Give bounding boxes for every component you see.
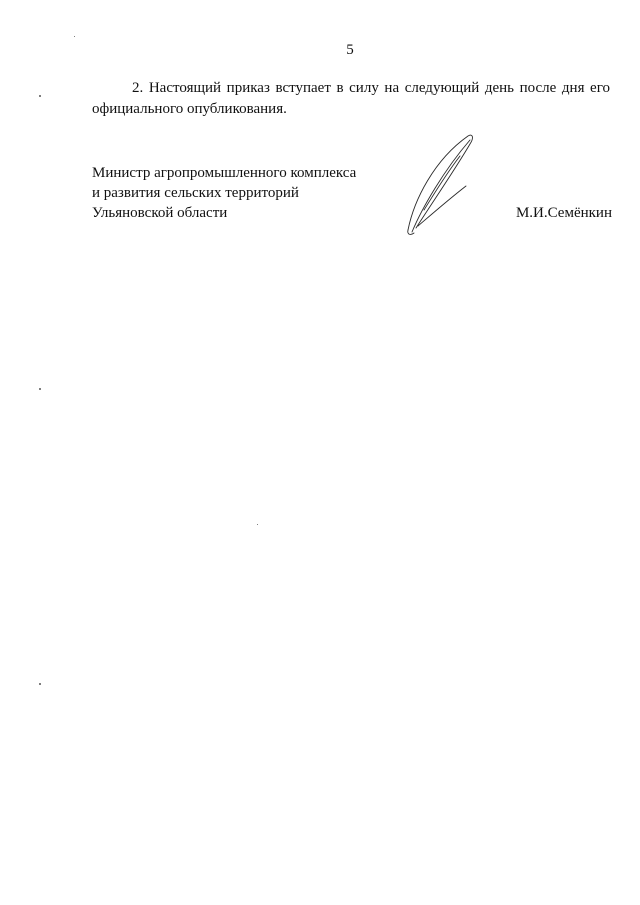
page-number: 5 [346,42,354,58]
signer-title-line: Министр агропромышленного комплекса [92,165,357,181]
scan-speck [39,95,41,97]
handwritten-signature [404,130,476,236]
scan-speck [74,36,75,37]
scan-speck [39,388,41,390]
signer-name: М.И.Семёнкин [515,205,612,221]
clause-paragraph: 2. Настоящий приказ вступает в силу на следующий день после дня его официального опубликования. [92,80,610,117]
signature-block [92,163,612,243]
scan-speck [39,683,41,685]
scan-speck [257,524,258,525]
signer-title-line: и развития сельских территорий [92,185,299,201]
signer-title [92,163,356,223]
signer-title-line: Ульяновской области [92,205,228,221]
